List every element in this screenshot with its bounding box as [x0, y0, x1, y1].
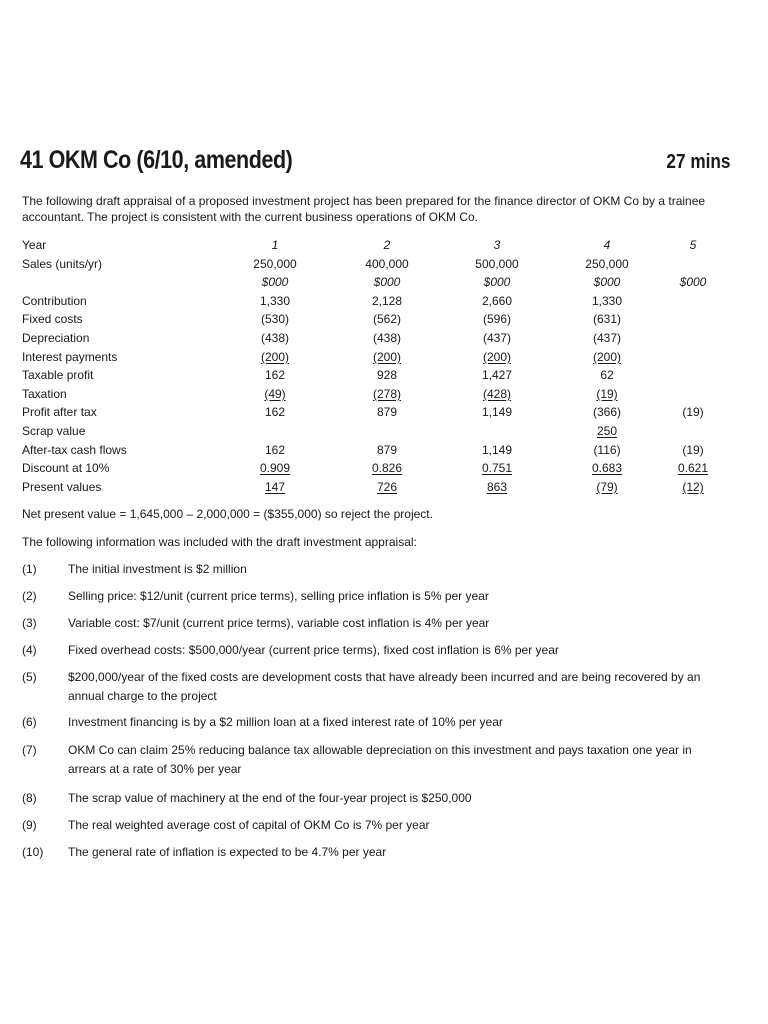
sales-cell: 400,000 — [365, 256, 409, 271]
table-cell: (562) — [372, 312, 401, 327]
table-cell: (437) — [482, 330, 511, 345]
row-label: Depreciation — [22, 330, 90, 345]
unit-cell: $000 — [679, 275, 707, 290]
unit-cell: $000 — [593, 275, 621, 290]
table-row — [22, 478, 722, 497]
question-intro: The following draft appraisal of a proposed investment project has been prepared for the finance director of OKM Co by a trainee accountant. The project is consistent with the current business operations of OKM Co. — [22, 194, 706, 224]
table-cell: (200) — [372, 349, 401, 364]
table-row-year — [22, 236, 722, 255]
table-cell: 1,427 — [481, 368, 513, 383]
table-cell: 62 — [600, 368, 614, 383]
table-cell: 1,149 — [481, 405, 513, 420]
note-number: (5) — [22, 670, 37, 684]
table-cell: 162 — [264, 368, 286, 383]
table-row — [22, 441, 722, 460]
sales-cell: 250,000 — [253, 256, 297, 271]
row-label: After-tax cash flows — [22, 442, 127, 457]
row-label: Scrap value — [22, 423, 86, 438]
table-cell: (596) — [482, 312, 511, 327]
table-cell: 1,330 — [259, 293, 291, 308]
sales-cell: 500,000 — [475, 256, 519, 271]
unit-cell: $000 — [261, 275, 289, 290]
note-number: (1) — [22, 562, 37, 576]
table-row — [22, 366, 722, 385]
draft-appraisal-table — [22, 236, 722, 496]
table-cell: 0.683 — [591, 461, 623, 476]
unit-cell: $000 — [373, 275, 401, 290]
table-cell: 0.909 — [259, 461, 291, 476]
table-cell: 0.621 — [677, 461, 709, 476]
note-number: (2) — [22, 589, 37, 603]
table-row — [22, 459, 722, 478]
note-number: (10) — [22, 845, 44, 859]
table-row-units — [22, 273, 722, 292]
table-row — [22, 292, 722, 311]
unit-cell: $000 — [483, 275, 511, 290]
note-text: The scrap value of machinery at the end of the four-year project is $250,000 — [68, 791, 472, 805]
table-row — [22, 348, 722, 367]
row-label: Fixed costs — [22, 312, 83, 327]
note-text: The initial investment is $2 million — [68, 562, 247, 576]
question-header — [20, 146, 732, 180]
table-cell: (438) — [372, 330, 401, 345]
table-cell: (19) — [682, 405, 704, 420]
table-row-sales — [22, 255, 722, 274]
note-number: (7) — [22, 743, 37, 757]
table-cell: (79) — [596, 479, 618, 494]
row-label: Sales (units/yr) — [22, 256, 103, 271]
row-label: Interest payments — [22, 349, 118, 364]
question-title: 41 OKM Co (6/10, amended) — [20, 146, 293, 174]
row-label: Contribution — [22, 293, 87, 308]
table-row — [22, 385, 722, 404]
table-cell: (428) — [482, 386, 511, 401]
note-text: OKM Co can claim 25% reducing balance tax allowable depreciation on this investment and pays taxation one year in arrears at a rate of 30% per year — [68, 743, 692, 776]
table-cell: 1,149 — [481, 442, 513, 457]
table-cell: (19) — [682, 442, 704, 457]
note-number: (6) — [22, 715, 37, 729]
table-cell: 726 — [376, 479, 398, 494]
table-cell: (19) — [596, 386, 618, 401]
row-label: Year — [22, 238, 47, 252]
note-text: $200,000/year of the fixed costs are development costs that have already been incurred and are being recovered by an annual charge to the project — [68, 670, 701, 703]
year-cell: 3 — [493, 238, 501, 252]
table-row — [22, 310, 722, 329]
year-cell: 2 — [383, 238, 391, 252]
sales-cell: 250,000 — [585, 256, 629, 271]
table-cell: (278) — [372, 386, 401, 401]
note-number: (8) — [22, 791, 37, 805]
note-text: Investment financing is by a $2 million loan at a fixed interest rate of 10% per year — [68, 715, 503, 729]
table-cell: 879 — [376, 405, 398, 420]
table-cell: (530) — [260, 312, 289, 327]
table-cell: 879 — [376, 442, 398, 457]
note-text: Variable cost: $7/unit (current price terms), variable cost inflation is 4% per year — [68, 616, 490, 630]
table-cell: (200) — [592, 349, 621, 364]
row-label: Taxable profit — [22, 368, 94, 383]
row-label: Present values — [22, 479, 102, 494]
year-cell: 5 — [689, 238, 697, 252]
table-cell: 0.826 — [371, 461, 403, 476]
table-cell: (366) — [592, 405, 621, 420]
table-cell: (631) — [592, 312, 621, 327]
table-cell: 1,330 — [591, 293, 623, 308]
year-cell: 1 — [271, 238, 279, 252]
table-cell: 2,128 — [371, 293, 403, 308]
note-text: Selling price: $12/unit (current price terms), selling price inflation is 5% per year — [68, 589, 489, 603]
table-cell: (200) — [482, 349, 511, 364]
year-cell: 4 — [603, 238, 611, 252]
row-label: Taxation — [22, 386, 67, 401]
table-cell: 162 — [264, 405, 286, 420]
table-cell: (116) — [593, 442, 621, 457]
row-label: Discount at 10% — [22, 461, 110, 476]
table-cell: 147 — [264, 479, 286, 494]
note-text: The real weighted average cost of capital of OKM Co is 7% per year — [68, 818, 430, 832]
table-cell: 250 — [596, 423, 618, 438]
table-cell: (437) — [592, 330, 621, 345]
table-cell: (12) — [682, 479, 704, 494]
table-cell: 162 — [264, 442, 286, 457]
table-cell: (438) — [260, 330, 289, 345]
table-cell: 863 — [486, 479, 508, 494]
npv-statement: Net present value = 1,645,000 – 2,000,000 = ($355,000) so reject the project. — [22, 507, 433, 521]
table-cell: 0.751 — [481, 461, 513, 476]
table-cell: (200) — [260, 349, 289, 364]
note-number: (9) — [22, 818, 37, 832]
table-row — [22, 422, 722, 441]
row-label: Profit after tax — [22, 405, 97, 420]
note-text: Fixed overhead costs: $500,000/year (current price terms), fixed cost inflation is 6% per year — [68, 643, 559, 657]
note-number: (4) — [22, 643, 37, 657]
table-cell: 928 — [376, 368, 398, 383]
table-row — [22, 329, 722, 348]
question-time: 27 mins — [665, 151, 730, 173]
note-text: The general rate of inflation is expected to be 4.7% per year — [68, 845, 387, 859]
information-intro: The following information was included with the draft investment appraisal: — [22, 535, 417, 549]
table-row — [22, 403, 722, 422]
table-cell: (49) — [264, 386, 286, 401]
table-cell: 2,660 — [481, 293, 513, 308]
note-number: (3) — [22, 616, 37, 630]
